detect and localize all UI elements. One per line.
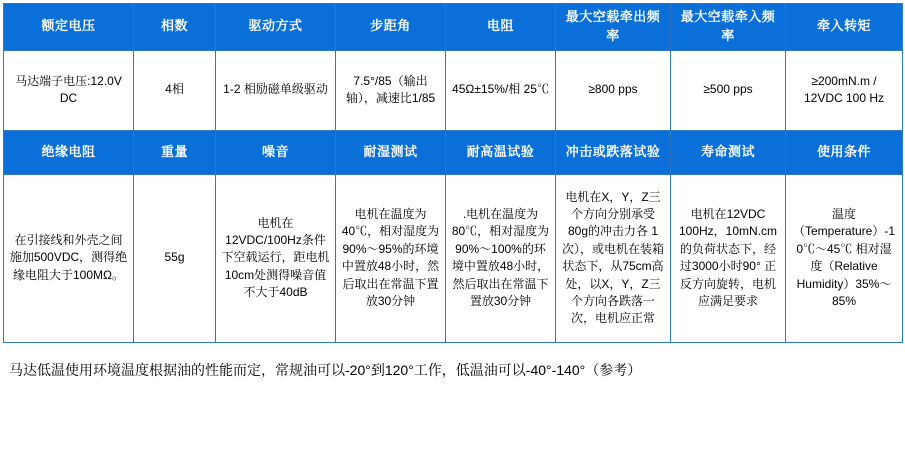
value-operating-conditions: 温度（Temperature）-10℃～45℃ 相对湿度（Relative Humidity）35%～85% [786, 174, 903, 342]
header-high-temperature-test: 耐高温试验 [446, 130, 556, 174]
value-drive-method: 1-2 相励磁单级驱动 [216, 50, 336, 130]
value-life-test: 电机在12VDC 100Hz，10mN.cm 的负荷状态下，经过3000小时90° 正反方向旋转，电机应满足要求 [671, 174, 786, 342]
header-operating-conditions: 使用条件 [786, 130, 903, 174]
value-resistance: 45Ω±15%/相 25℃ [446, 50, 556, 130]
value-weight: 55g [134, 174, 216, 342]
header-resistance: 电阻 [446, 4, 556, 51]
value-noise: 电机在12VDC/100Hz条件下空载运行，距电机10cm处测得噪音值不大于40dB [216, 174, 336, 342]
value-insulation-resistance: 在引接线和外壳之间施加500VDC，测得绝缘电阻大于100MΩ。 [4, 174, 134, 342]
header-max-pull-out-frequency: 最大空载牵出频率 [556, 4, 671, 51]
header-life-test: 寿命测试 [671, 130, 786, 174]
value-phase-count: 4相 [134, 50, 216, 130]
header-pull-in-torque: 牵入转矩 [786, 4, 903, 51]
header-drive-method: 驱动方式 [216, 4, 336, 51]
value-high-temperature-test: .电机在温度为80℃，相对湿度为90%～100%的环境中置放48小时，然后取出在常温下置放30分钟 [446, 174, 556, 342]
table-header-row-tests [4, 130, 903, 174]
value-pull-in-torque: ≥200mN.m / 12VDC 100 Hz [786, 50, 903, 130]
value-max-pull-out-frequency: ≥800 pps [556, 50, 671, 130]
table-header-row-electrical [4, 4, 903, 51]
table-row-electrical-values [4, 50, 903, 130]
header-insulation-resistance: 绝缘电阻 [4, 130, 134, 174]
header-phase-count: 相数 [134, 4, 216, 51]
header-rated-voltage: 额定电压 [4, 4, 134, 51]
value-shock-drop-test: 电机在X，Y，Z三个方向分别承受80g的冲击力各 1次），或电机在装箱状态下，从75cm高处，以X，Y，Z三个方向各跌落一次，电机应正常 [556, 174, 671, 342]
value-max-pull-in-frequency: ≥500 pps [671, 50, 786, 130]
header-max-pull-in-frequency: 最大空载牵入频率 [671, 4, 786, 51]
header-weight: 重量 [134, 130, 216, 174]
header-humidity-test: 耐湿测试 [336, 130, 446, 174]
header-step-angle: 步距角 [336, 4, 446, 51]
footer-note: 马达低温使用环境温度根据油的性能而定，常规油可以-20°到120°工作，低温油可以-40°-140°（参考） [9, 361, 642, 378]
specification-table [3, 3, 903, 343]
table-row-test-values [4, 174, 903, 342]
value-step-angle: 7.5°/85（输出轴），减速比1/85 [336, 50, 446, 130]
header-noise: 噪音 [216, 130, 336, 174]
value-humidity-test: 电机在温度为40℃，相对湿度为90%～95%的环境中置放48小时，然后取出在常温下置放30分钟 [336, 174, 446, 342]
value-rated-voltage: 马达端子电压:12.0V DC [4, 50, 134, 130]
header-shock-drop-test: 冲击或跌落试验 [556, 130, 671, 174]
